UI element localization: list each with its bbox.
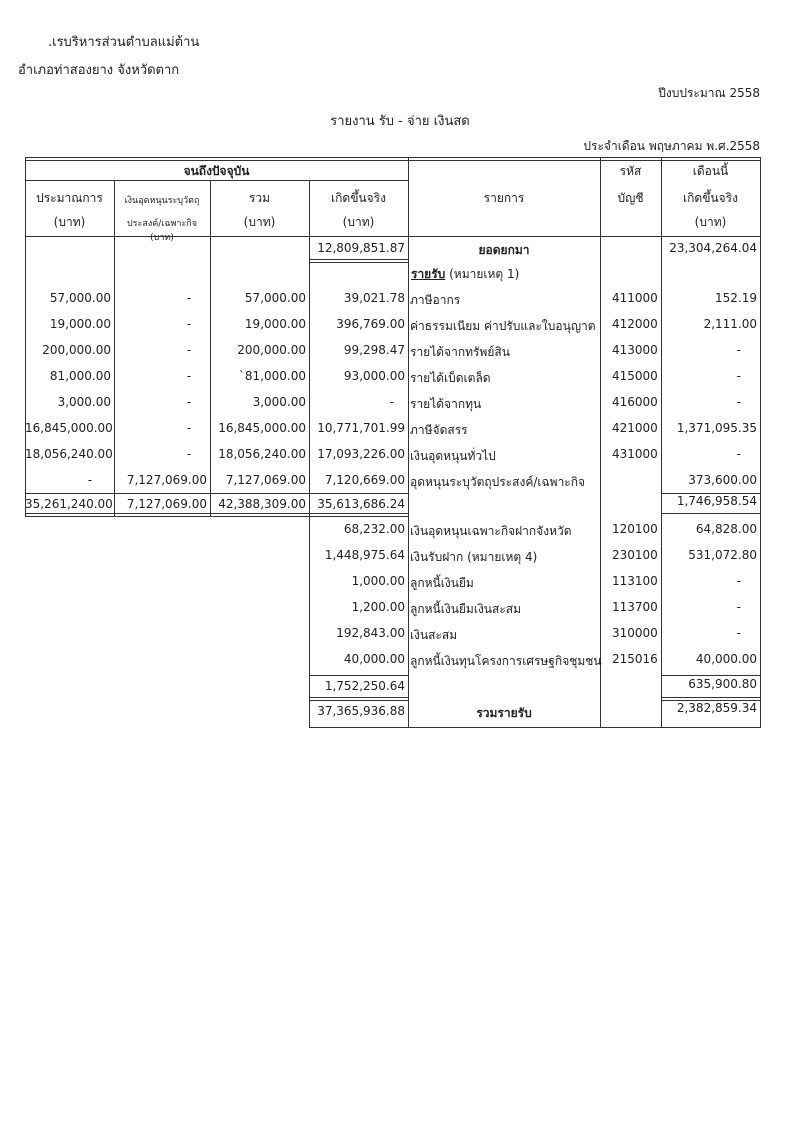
row-item: เงินอุดหนุนเฉพาะกิจฝากจังหวัด <box>410 524 572 538</box>
row-actual: 192,843.00 <box>336 626 405 640</box>
district-province: อำเภอท่าสองยาง จังหวัดตาก <box>18 63 180 78</box>
row-subsidy: - <box>186 395 192 409</box>
brought-forward-rule <box>309 259 408 263</box>
row-actual: 17,093,226.00 <box>317 447 405 461</box>
other-subtotal-actual: 1,752,250.64 <box>324 679 405 693</box>
row-code: 215016 <box>612 652 658 666</box>
row-total: 7,127,069.00 <box>225 473 306 487</box>
receipts-heading <box>411 265 519 284</box>
revenue-total-subsidy: 7,127,069.00 <box>126 497 207 511</box>
row-code: 230100 <box>612 548 658 562</box>
row-total: 57,000.00 <box>244 291 306 305</box>
row-code: 421000 <box>612 421 658 435</box>
row-code: 413000 <box>612 343 658 357</box>
row-month: 40,000.00 <box>695 652 757 666</box>
row-estimate: 3,000.00 <box>57 395 111 409</box>
row-item: รายได้จากทุน <box>410 397 482 411</box>
brought-forward-month: 23,304,264.04 <box>669 241 757 255</box>
row-actual: 10,771,701.99 <box>317 421 405 435</box>
revenue-total-estimate: 35,261,240.00 <box>25 497 113 511</box>
row-subsidy: - <box>186 447 192 461</box>
col-item: รายการ <box>483 191 525 205</box>
row-month: - <box>736 395 741 409</box>
row-subsidy: - <box>186 421 192 435</box>
row-actual: 7,120,669.00 <box>324 473 405 487</box>
row-actual: 1,000.00 <box>351 574 405 588</box>
row-month: - <box>736 369 741 383</box>
report-title: รายงาน รับ - จ่าย เงินสด <box>330 114 470 129</box>
brought-forward-label: ยอดยกมา <box>478 243 530 257</box>
col-subsidy-line1: เงินอุดหนุนระบุวัตถุ <box>124 196 200 206</box>
row-actual: 68,232.00 <box>343 522 405 536</box>
col-estimate-unit: (บาท) <box>53 215 86 229</box>
row-actual: 396,769.00 <box>336 317 405 331</box>
row-code: 120100 <box>612 522 658 536</box>
col-line <box>25 157 26 516</box>
row-estimate: 19,000.00 <box>49 317 111 331</box>
row-actual: 1,200.00 <box>351 600 405 614</box>
col-line <box>760 157 761 728</box>
row-code: 416000 <box>612 395 658 409</box>
fiscal-year: ปีงบประมาณ 2558 <box>658 86 760 100</box>
revenue-total-actual: 35,613,686.24 <box>317 497 405 511</box>
row-actual: - <box>389 395 394 409</box>
subtotal-top-rule <box>309 675 408 676</box>
row-total: 200,000.00 <box>237 343 306 357</box>
row-item: ลูกหนี้เงินทุนโครงการเศรษฐกิจชุมชน <box>410 654 602 668</box>
row-month: - <box>736 626 741 640</box>
row-total: 18,056,240.00 <box>218 447 306 461</box>
grand-total-month: 2,382,859.34 <box>676 701 757 715</box>
revenue-total-total: 42,388,309.00 <box>218 497 306 511</box>
report-period: ประจำเดือน พฤษภาคม พ.ศ.2558 <box>583 139 760 153</box>
col-estimate: ประมาณการ <box>36 191 103 205</box>
row-estimate: 81,000.00 <box>49 369 111 383</box>
row-item: รายได้เบ็ดเตล็ด <box>410 371 491 385</box>
col-actual-unit: (บาท) <box>342 215 375 229</box>
col-subsidy-line2: ประสงค์/เฉพาะกิจ (บาท) <box>126 219 198 243</box>
row-code: 412000 <box>612 317 658 331</box>
col-code-line2: บัญชี <box>617 191 644 205</box>
row-actual: 93,000.00 <box>343 369 405 383</box>
row-estimate: 16,845,000.00 <box>25 421 113 435</box>
row-code: 113700 <box>612 600 658 614</box>
row-item: เงินอุดหนุนทั่วไป <box>410 449 496 463</box>
row-subsidy: 7,127,069.00 <box>126 473 207 487</box>
other-subtotal-month: 635,900.80 <box>688 677 757 691</box>
col-group-to-date: จนถึงปัจจุบัน <box>183 164 250 178</box>
col-code-line1: รหัส <box>619 164 642 178</box>
row-code: 113100 <box>612 574 658 588</box>
receipts-label: รายรับ <box>411 267 446 281</box>
row-code: 415000 <box>612 369 658 383</box>
row-total: 3,000.00 <box>252 395 306 409</box>
receipts-note: (หมายเหตุ 1) <box>449 267 520 281</box>
row-item: ภาษีอากร <box>410 293 461 307</box>
row-actual: 39,021.78 <box>343 291 405 305</box>
col-total-unit: (บาท) <box>243 215 276 229</box>
row-total: 19,000.00 <box>244 317 306 331</box>
row-code: 431000 <box>612 447 658 461</box>
brought-forward-actual: 12,809,851.87 <box>317 241 405 255</box>
row-item: ลูกหนี้เงินยืมเงินสะสม <box>410 602 522 616</box>
col-month-unit: (บาท) <box>694 215 727 229</box>
revenue-total-month-bottom <box>661 513 760 514</box>
row-estimate: - <box>87 473 93 487</box>
row-item: ลูกหนี้เงินยืม <box>410 576 474 590</box>
row-item: รายได้จากทรัพย์สิน <box>410 345 510 359</box>
col-month-line2: เกิดขึ้นจริง <box>683 191 738 205</box>
row-actual: 1,448,975.64 <box>324 548 405 562</box>
row-estimate: 200,000.00 <box>42 343 111 357</box>
row-month: 373,600.00 <box>688 473 757 487</box>
row-month: 531,072.80 <box>688 548 757 562</box>
row-total: `81,000.00 <box>238 369 306 383</box>
table-bottom-rule <box>309 727 761 728</box>
row-month: - <box>736 600 741 614</box>
row-month: 1,371,095.35 <box>676 421 757 435</box>
revenue-total-bottom-rule <box>25 513 408 517</box>
row-item: เงินสะสม <box>410 628 458 642</box>
row-code: 310000 <box>612 626 658 640</box>
row-month: 64,828.00 <box>695 522 757 536</box>
revenue-total-month: 1,746,958.54 <box>676 494 757 508</box>
grand-total-label: รวมรายรับ <box>476 706 532 720</box>
row-estimate: 57,000.00 <box>49 291 111 305</box>
organization-name: .เรบริหารส่วนตำบลแม่ต้าน <box>48 35 200 50</box>
grand-total-actual: 37,365,936.88 <box>317 704 405 718</box>
row-subsidy: - <box>186 369 192 383</box>
subtotal-month-top-rule <box>661 675 760 676</box>
row-estimate: 18,056,240.00 <box>25 447 113 461</box>
col-line <box>600 157 601 728</box>
row-month: 152.19 <box>715 291 757 305</box>
col-actual: เกิดขึ้นจริง <box>331 191 386 205</box>
row-subsidy: - <box>186 291 192 305</box>
row-item: อุดหนุนระบุวัตถุประสงค์/เฉพาะกิจ <box>410 475 586 489</box>
table-top-border <box>25 157 760 161</box>
revenue-total-top-rule <box>25 493 408 494</box>
col-month-line1: เดือนนี้ <box>692 164 729 178</box>
row-month: - <box>736 343 741 357</box>
row-month: - <box>736 574 741 588</box>
row-code: 411000 <box>612 291 658 305</box>
row-item: ค่าธรรมเนียม ค่าปรับและใบอนุญาต <box>410 319 596 333</box>
row-item: ภาษีจัดสรร <box>410 423 468 437</box>
col-total: รวม <box>248 191 271 205</box>
row-subsidy: - <box>186 343 192 357</box>
row-subsidy: - <box>186 317 192 331</box>
row-month: - <box>736 447 741 461</box>
row-actual: 40,000.00 <box>343 652 405 666</box>
grand-total-top-rule <box>309 697 408 701</box>
row-actual: 99,298.47 <box>343 343 405 357</box>
row-item: เงินรับฝาก (หมายเหตุ 4) <box>410 550 538 564</box>
row-total: 16,845,000.00 <box>218 421 306 435</box>
row-month: 2,111.00 <box>703 317 757 331</box>
